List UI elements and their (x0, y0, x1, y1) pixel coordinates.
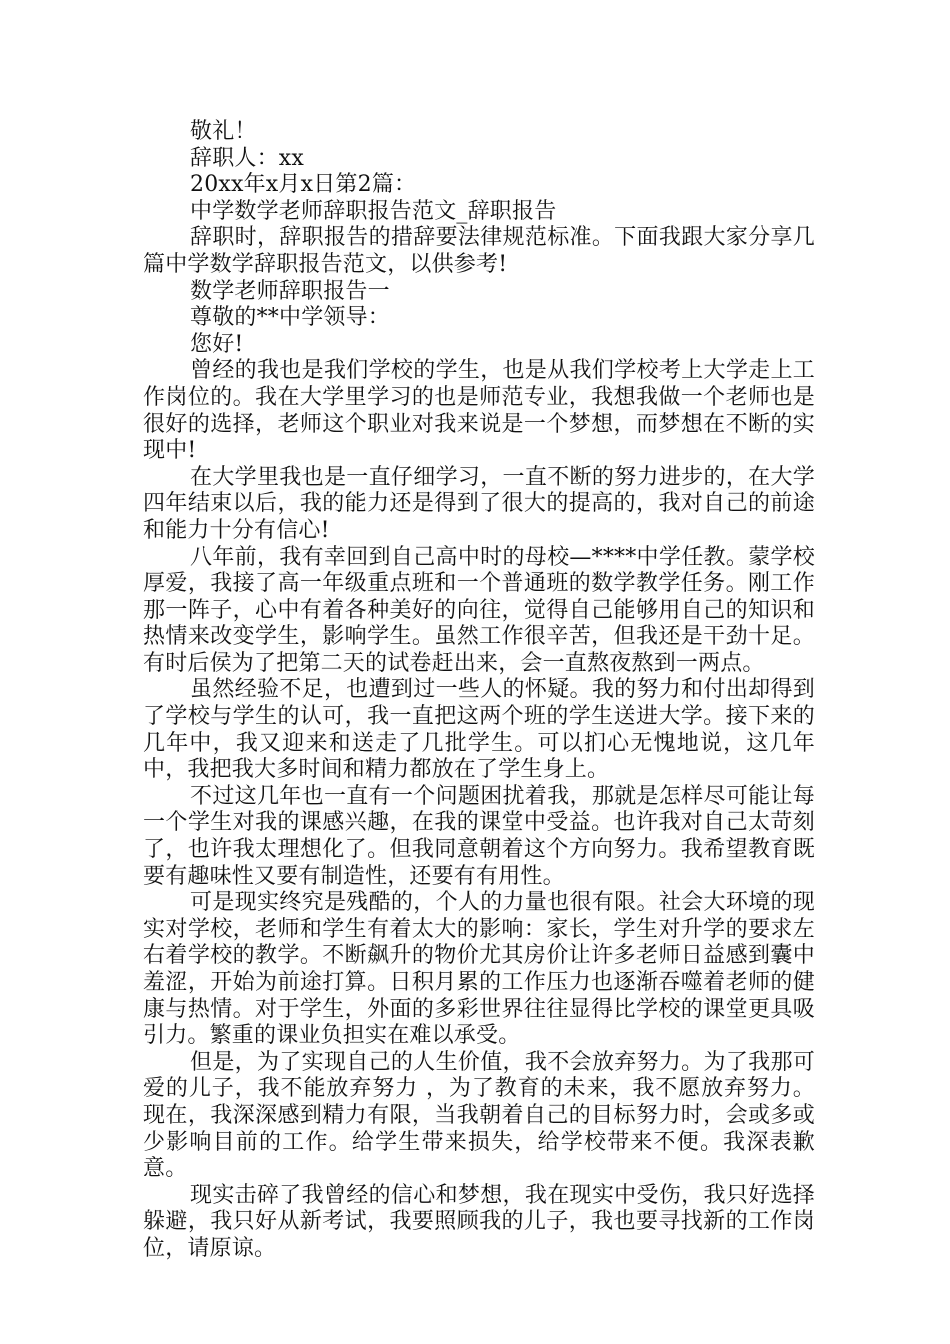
date-line: 20xx年x月x日第2篇： (190, 172, 417, 198)
body-paragraph: 曾经的我也是我们学校的学生，也是从我们学校考上大学走上工作岗位的。我在大学里学习的也是师范专业，我想我做一个老师也是很好的选择，老师这个职业对我来说是一个梦想，而梦想在不断的实现中! (143, 358, 815, 464)
body-paragraph: 不过这几年也一直有一个问题困扰着我，那就是怎样尽可能让每一个学生对我的课感兴趣，在我的课堂中受益。也许我对自己太苛刻了，也许我太理想化了。但我同意朝着这个方向努力。我希望教育既要有趣味性又要有制造性，还要有有用性。 (143, 783, 815, 889)
article-title: 中学数学老师辞职报告范文_辞职报告 (190, 198, 557, 224)
sample-title: 数学老师辞职报告一 (190, 278, 390, 304)
closing-line: 敬礼！ (190, 119, 257, 144)
signer-line: 辞职人：xx (190, 145, 305, 171)
body-paragraph: 现实击碎了我曾经的信心和梦想，我在现实中受伤，我只好选择躲避，我只好从新考试，我要照顾我的儿子，我也要寻找新的工作岗位，请原谅。 (143, 1182, 815, 1261)
body-paragraph: 八年前，我有幸回到自己高中时的母校—****中学任教。蒙学校厚爱，我接了高一年级重点班和一个普通班的数学教学任务。刚工作那一阵子，心中有着各种美好的向往，觉得自己能够用自己的知识和热情来改变学生，影响学生。虽然工作很辛苦，但我还是干劲十足。有时后侯为了把第二天的试卷赶出来，会一直熬夜熬到一两点。 (143, 544, 815, 676)
greeting-line: 您好! (190, 331, 244, 357)
salutation-line: 尊敬的**中学领导： (190, 305, 391, 331)
body-paragraph: 虽然经验不足，也遭到过一些人的怀疑。我的努力和付出却得到了学校与学生的认可，我一直把这两个班的学生送进大学。接下来的几年中，我又迎来和送走了几批学生。可以扪心无愧地说，这几年中，我把我大多时间和精力都放在了学生身上。 (143, 677, 815, 783)
intro-paragraph: 辞职时，辞职报告的措辞要法律规范标准。下面我跟大家分享几篇中学数学辞职报告范文，以供参考! (143, 225, 815, 277)
document-body (143, 119, 815, 1263)
body-paragraph: 可是现实终究是残酷的，个人的力量也很有限。社会大环境的现实对学校，老师和学生有着太大的影响：家长，学生对升学的要求左右着学校的教学。不断飙升的物价尤其房价让许多老师日益感到囊中羞涩，开始为前途打算。日积月累的工作压力也逐渐吞噬着老师的健康与热情。对于学生，外面的多彩世界往往显得比学校的课堂更具吸引力。繁重的课业负担实在难以承受。 (143, 890, 815, 1049)
body-paragraph: 在大学里我也是一直仔细学习，一直不断的努力进步的，在大学四年结束以后，我的能力还是得到了很大的提高的，我对自己的前途和能力十分有信心! (143, 464, 815, 543)
body-paragraph: 但是，为了实现自己的人生价值，我不会放弃努力。为了我那可爱的儿子，我不能放弃努力 ，为了教育的未来，我不愿放弃努力。现在，我深深感到精力有限，当我朝着自己的目标努力时，会或多或少影响目前的工作。给学生带来损失，给学校带来不便。我深表歉意。 (143, 1049, 815, 1182)
